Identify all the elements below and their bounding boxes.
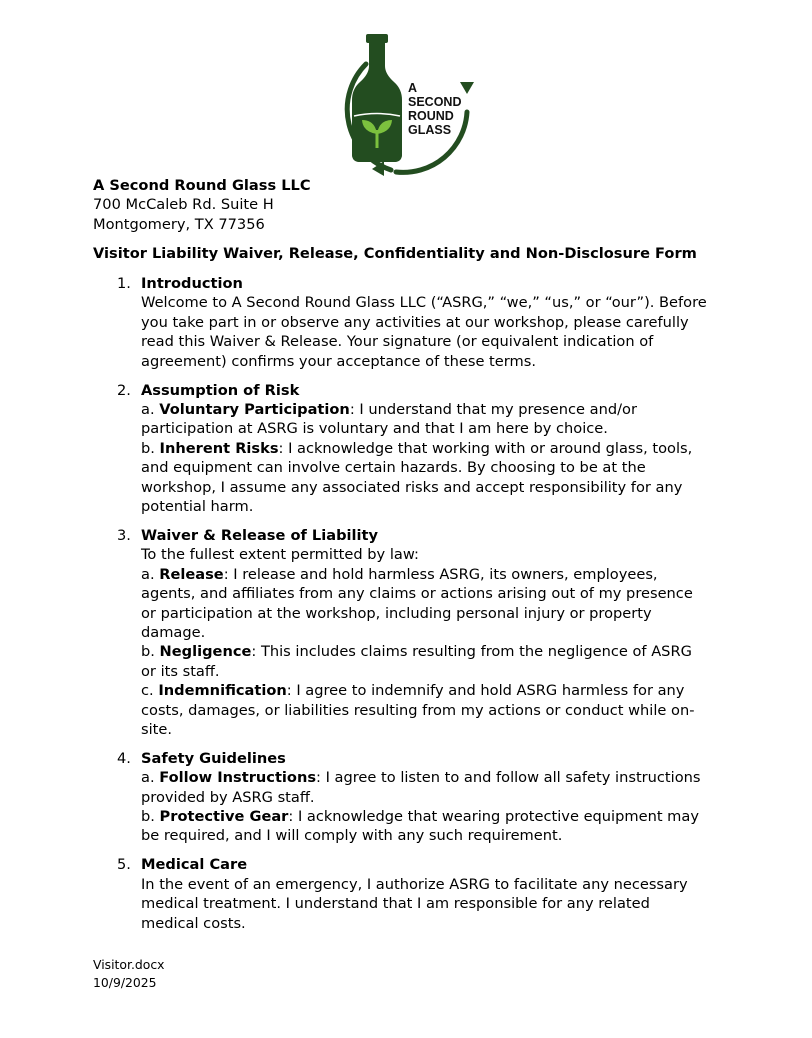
clause-prefix: b. [141,643,160,661]
clause-term: Negligence [159,643,252,661]
clause-term: Indemnification [158,682,287,700]
section-line: or participation at the workshop, including personal injury or property [141,604,652,622]
address-line-1: 700 McCaleb Rd. Suite H [93,196,274,214]
section-line: Welcome to A Second Round Glass LLC (“ASRG,” “we,” “us,” or “our”). Before [141,294,707,312]
section-line: agents, and affiliates from any claims or actions arising out of my presence [141,585,693,603]
section-line: costs, damages, or liabilities resulting from my actions or conduct while on- [141,701,695,719]
section-title: Medical Care [141,856,248,874]
clause-text: : I release and hold harmless ASRG, its owners, employees, [223,565,658,583]
section-safety-guidelines [117,749,731,846]
section-number: 5. [117,856,131,874]
section-line: medical treatment. I understand that I am responsible for any related [141,895,650,913]
section-line: damage. [141,623,206,641]
section-line: agreement) confirms your acceptance of these terms. [141,352,536,370]
document-footer [93,956,164,991]
clause-term: Voluntary Participation [159,400,350,418]
section-line: or its staff. [141,662,220,680]
section-line: you take part in or observe any activities at our workshop, please carefully [141,313,689,331]
clause-prefix: b. [141,808,160,826]
section-line: site. [141,720,172,738]
form-title: Visitor Liability Waiver, Release, Confidentiality and Non-Disclosure Form [93,245,697,262]
clause-prefix: a. [141,769,160,787]
section-title: Safety Guidelines [141,749,286,767]
clause-prefix: c. [141,682,159,700]
company-name: A Second Round Glass LLC [93,177,311,194]
section-title: Assumption of Risk [141,381,300,399]
section-line: potential harm. [141,497,254,515]
clause-term: Inherent Risks [159,439,279,457]
clause-text: : This includes claims resulting from the negligence of ASRG [251,643,692,661]
section-number: 2. [117,381,131,399]
section-number: 3. [117,526,131,544]
company-logo [336,30,476,176]
waiver-sections [117,274,731,943]
address-line-2: Montgomery, TX 77356 [93,215,265,233]
section-line: medical costs. [141,914,246,932]
clause-c [141,681,731,700]
clause-text: : I agree to indemnify and hold ASRG harmless for any [286,682,685,700]
section-medical-care [117,855,731,933]
footer-filename: Visitor.docx [93,957,165,972]
clause-a [141,400,731,419]
clause-text: : I understand that my presence and/or [349,400,637,418]
clause-prefix: a. [141,400,160,418]
clause-prefix: a. [141,565,160,583]
clause-a [141,565,731,584]
clause-b [141,439,731,458]
section-line: workshop, I assume any associated risks and accept responsibility for any [141,478,683,496]
section-line: read this Waiver & Release. Your signature (or equivalent indication of [141,333,654,351]
section-waiver-release [117,526,731,739]
logo-text-line: A [408,81,418,95]
clause-term: Protective Gear [159,808,289,826]
clause-prefix: b. [141,439,160,457]
section-line: provided by ASRG staff. [141,788,315,806]
section-title: Waiver & Release of Liability [141,526,379,544]
section-line: be required, and I will comply with any such requirement. [141,827,563,845]
footer-date: 10/9/2025 [93,974,157,990]
section-introduction [117,274,731,371]
clause-text: : I acknowledge that working with or around glass, tools, [278,439,693,457]
section-assumption-of-risk [117,381,731,517]
section-intro: To the fullest extent permitted by law: [141,546,419,564]
section-line: In the event of an emergency, I authorize ASRG to facilitate any necessary [141,875,688,893]
company-address-block [93,176,311,234]
logo-text-line: SECOND [408,95,462,109]
logo-text-line: GLASS [408,123,452,137]
clause-text: : I agree to listen to and follow all safety instructions [316,769,701,787]
section-number: 1. [117,275,131,292]
bottle-logo-icon [336,30,476,176]
clause-text: : I acknowledge that wearing protective equipment may [288,808,699,826]
section-line: and equipment can involve certain hazards. By choosing to be at the [141,459,646,477]
clause-term: Follow Instructions [159,769,317,787]
clause-term: Release [159,565,224,583]
section-title: Introduction [141,275,243,292]
clause-b [141,807,731,826]
clause-b [141,642,731,661]
section-line: participation at ASRG is voluntary and that I am here by choice. [141,420,608,438]
clause-a [141,768,731,787]
section-number: 4. [117,749,131,767]
logo-text-line: ROUND [408,109,454,123]
